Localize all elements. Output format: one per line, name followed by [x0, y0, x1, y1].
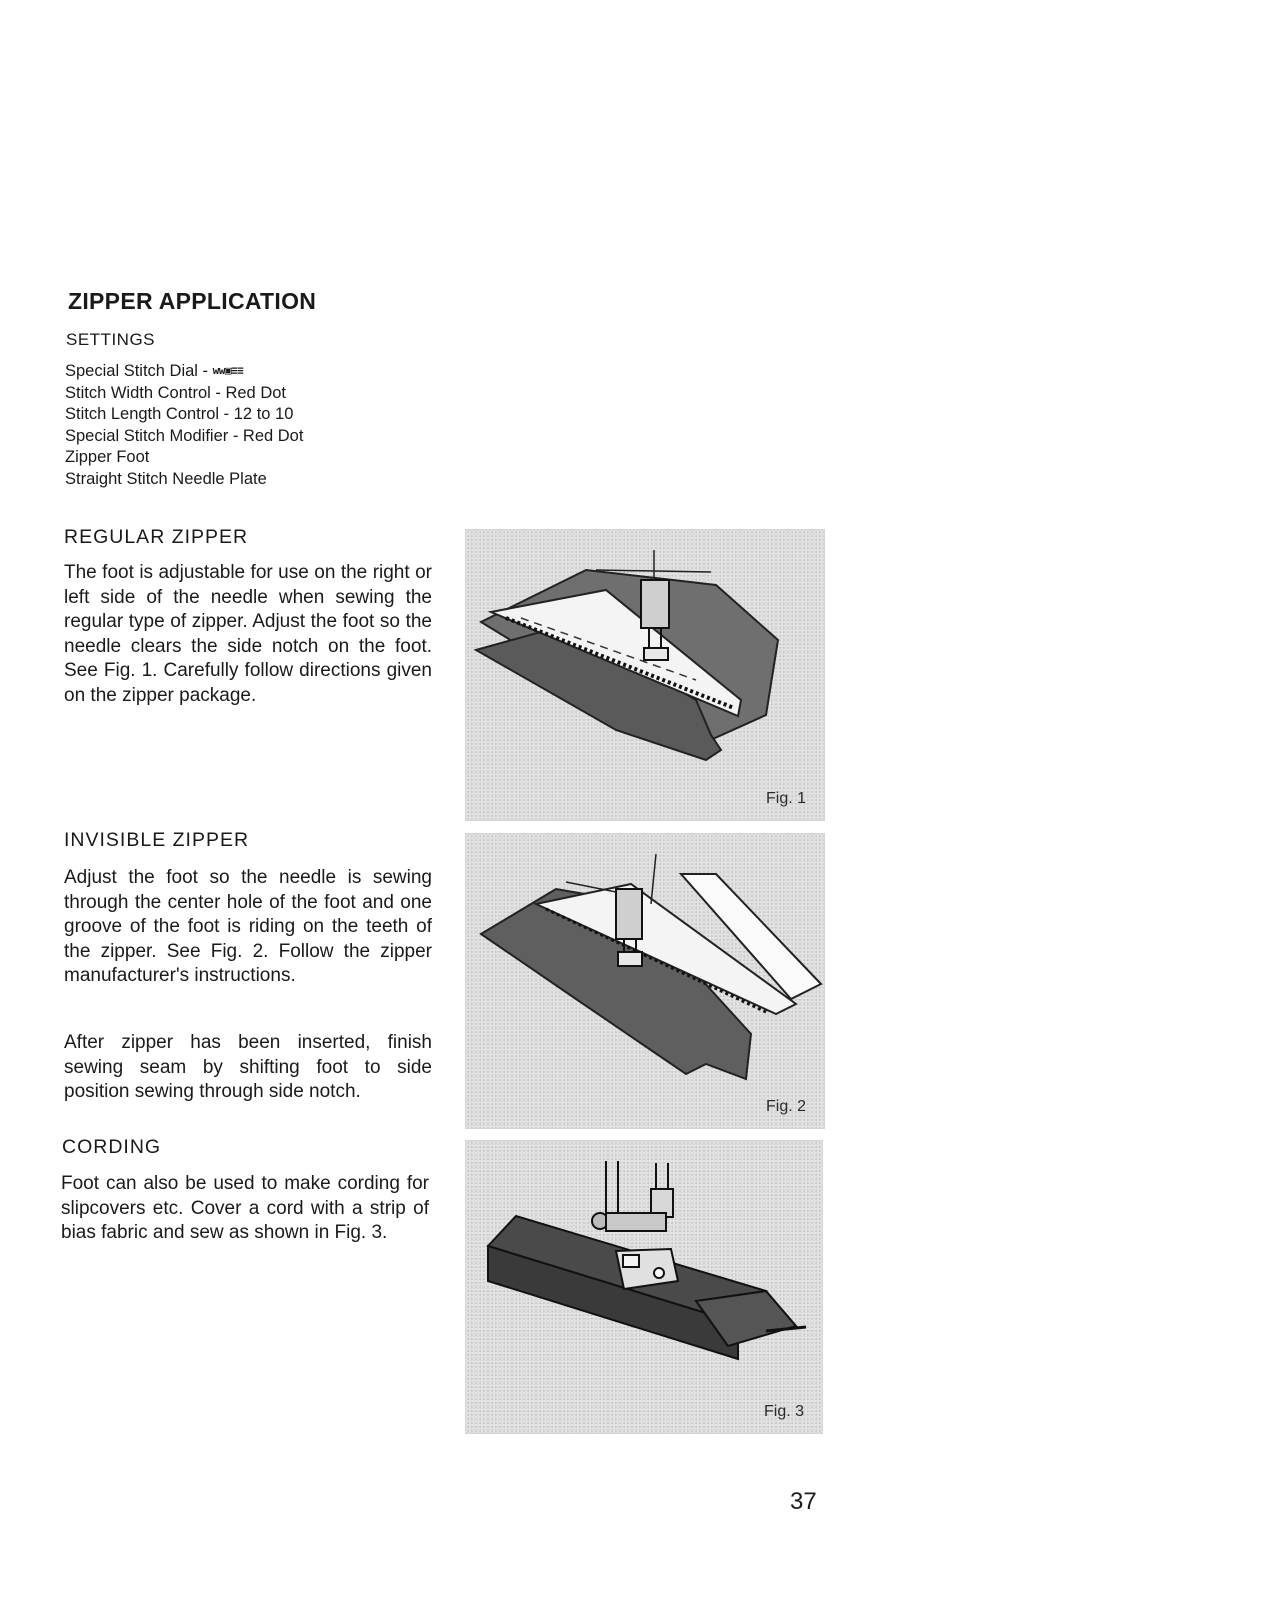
- cording-text: Foot can also be used to make cording for slipcovers etc. Cover a cord with a strip of bias fabric and sew as shown in Fig. 3.: [61, 1173, 429, 1243]
- settings-item: Zipper Foot: [65, 448, 150, 466]
- settings-heading: SETTINGS: [66, 330, 156, 349]
- settings-item: Stitch Length Control - 12 to 10: [65, 405, 294, 423]
- figure-1-regular-zipper: [465, 529, 825, 821]
- figure-3-cording: [465, 1140, 823, 1434]
- regular-zipper-heading: REGULAR ZIPPER: [64, 526, 249, 548]
- regular-zipper-illustration: [466, 530, 824, 820]
- regular-zipper-text: The foot is adjustable for use on the right or left side of the needle when sewing the regular type of zipper. Adjust the foot so the needle clears the side notch on the foot. See Fig. 1. Carefully follow directions given on the zipper package.: [64, 562, 432, 706]
- cording-illustration: [466, 1141, 822, 1433]
- figure-2-invisible-zipper: [465, 833, 825, 1129]
- invisible-zipper-illustration: [466, 834, 824, 1128]
- figure-1-label: Fig. 1: [765, 790, 806, 807]
- invisible-zipper-text-2: After zipper has been inserted, finish sewing seam by shifting foot to side position sewing through side notch.: [64, 1032, 432, 1102]
- settings-item-stitch-dial: [65, 360, 303, 383]
- settings-item: Straight Stitch Needle Plate: [65, 469, 267, 488]
- stitch-dial-label: Special Stitch Dial -: [65, 362, 209, 380]
- invisible-zipper-text-1: Adjust the foot so the needle is sewing through the center hole of the foot and one groove of the foot is riding on the teeth of the zipper. See Fig. 2. Follow the zipper manufacturer's instructions.: [64, 867, 432, 986]
- figure-2-label: Fig. 2: [765, 1098, 806, 1115]
- settings-list: [65, 360, 303, 490]
- figure-3-label: Fig. 3: [763, 1403, 804, 1420]
- settings-item: Stitch Width Control - Red Dot: [65, 383, 286, 402]
- settings-item: Special Stitch Modifier - Red Dot: [65, 426, 304, 445]
- invisible-zipper-heading: INVISIBLE ZIPPER: [64, 829, 250, 851]
- page-title: ZIPPER APPLICATION: [68, 288, 317, 314]
- stitch-pattern-symbol: ww▣≡≡: [212, 364, 244, 377]
- page-number: 37: [790, 1488, 817, 1515]
- cording-heading: CORDING: [62, 1136, 162, 1158]
